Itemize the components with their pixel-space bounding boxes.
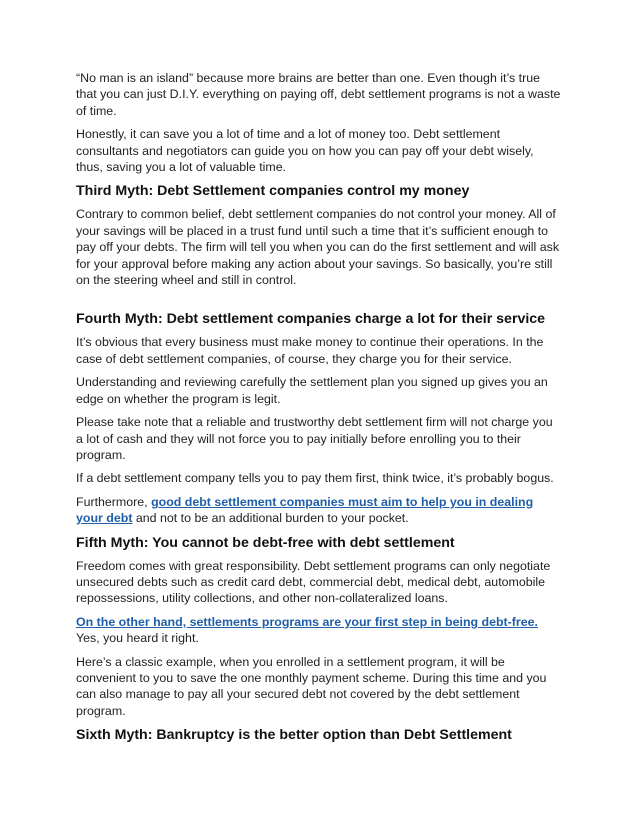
furthermore-text: Furthermore, [76, 494, 152, 509]
paragraph-review-plan: Understanding and reviewing carefully the settlement plan you signed up gives you an edge on whether the program is legit. [76, 375, 548, 406]
document-page [76, 70, 562, 750]
heading-fourth-myth: Fourth Myth: Debt settlement companies charge a lot for their service [76, 311, 546, 328]
paragraph-furthermore [76, 494, 562, 527]
heading-sixth-myth: Sixth Myth: Bankruptcy is the better option than Debt Settlement [76, 727, 512, 744]
paragraph-trust-fund: Contrary to common belief, debt settlement companies do not control your money. All of your savings will be placed in a trust fund until such a time that it’s sufficient enough to pay off your debts. The firm will tell you when you can do the first settlement and will ask for your approval before making any action about your savings. So basically, you’re still on the steering wheel and still in control. [76, 207, 560, 288]
paragraph-first-step [76, 614, 562, 647]
paragraph-example: Here’s a classic example, when you enrolled in a settlement program, it will be convenient to you to save the one monthly payment scheme. During this time and you can also manage to pay all your secured debt not covered by the debt settlement program. [76, 654, 547, 718]
link-good-companies[interactable]: good debt settlement companies must aim to help you in dealing your debt [76, 494, 534, 526]
paragraph-business: It’s obvious that every business must make money to continue their operations. In the case of debt settlement companies, of course, they charge you for their service. [76, 335, 544, 366]
paragraph-freedom: Freedom comes with great responsibility. Debt settlement programs can only negotiate unsecured debts such as credit card debt, commercial debt, medical debt, automobile repossessions, utility collections, and other non-collateralized loans. [76, 558, 551, 606]
link-first-step[interactable]: On the other hand, settlements programs are your first step in being debt-free. [76, 614, 538, 629]
furthermore-tail: and not to be an additional burden to your pocket. [132, 511, 409, 526]
paragraph-save-time: Honestly, it can save you a lot of time and a lot of money too. Debt settlement consultants and negotiators can guide you on how you can pay off your debt wisely, thus, saving you a lot of valuable time. [76, 127, 534, 175]
paragraph-intro: “No man is an island” because more brains are better than one. Even though it’s true that you can just D.I.Y. everything on paying off, debt settlement programs is not a waste of time. [76, 71, 561, 118]
first-step-tail: Yes, you heard it right. [76, 631, 199, 646]
paragraph-bogus: If a debt settlement company tells you to pay them first, think twice, it’s probably bogus. [76, 471, 554, 486]
paragraph-reliable-firm: Please take note that a reliable and trustworthy debt settlement firm will not charge you a lot of cash and they will not force you to pay initially before enrolling you to their program. [76, 415, 553, 462]
heading-fifth-myth: Fifth Myth: You cannot be debt-free with debt settlement [76, 534, 455, 551]
heading-third-myth: Third Myth: Debt Settlement companies control my money [76, 183, 470, 200]
